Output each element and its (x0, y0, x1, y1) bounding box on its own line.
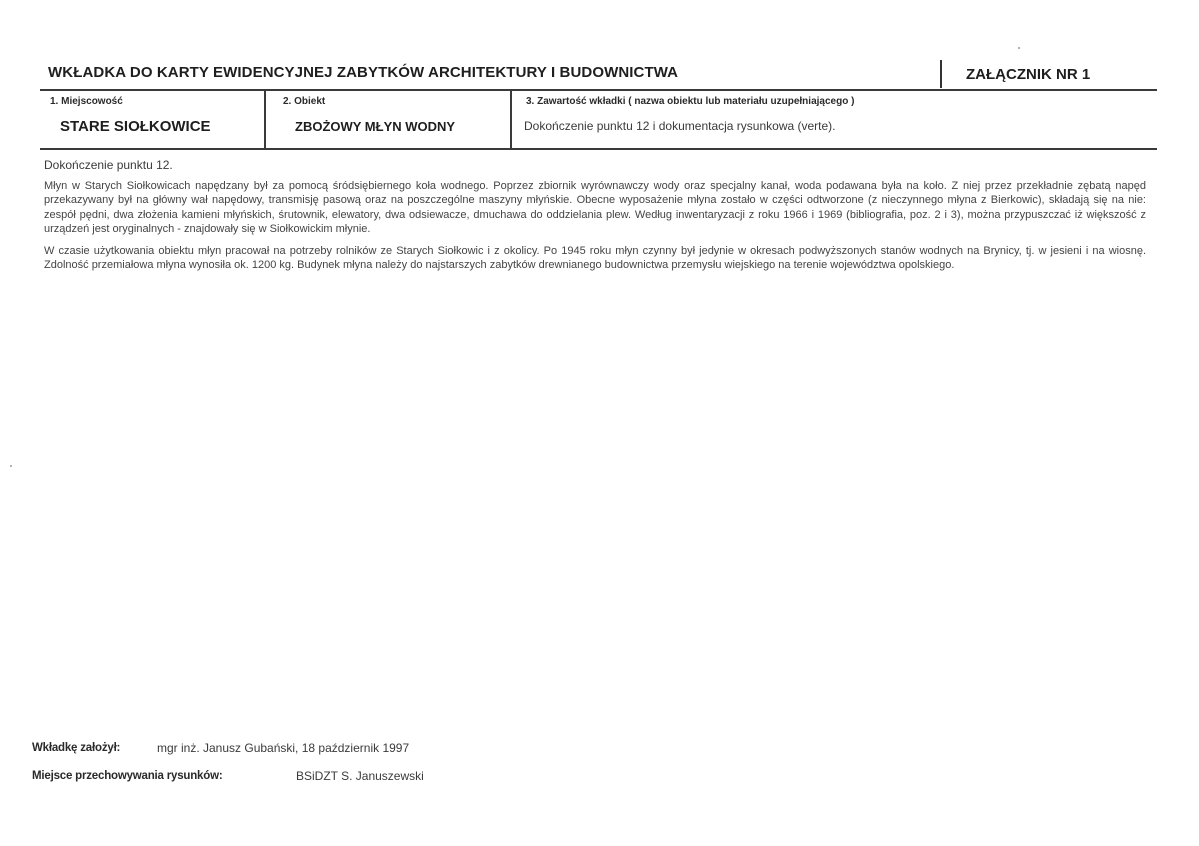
scan-speck (1018, 47, 1020, 49)
established-by-label: Wkładkę założył: (32, 742, 121, 754)
table-column-divider (264, 90, 266, 149)
table-bottom-rule (40, 148, 1157, 150)
annex-number: ZAŁĄCZNIK NR 1 (966, 66, 1091, 83)
locality-value: STARE SIOŁKOWICE (60, 118, 211, 135)
object-value: ZBOŻOWY MŁYN WODNY (295, 119, 456, 134)
table-top-rule (40, 89, 1157, 91)
object-label: 2. Obiekt (283, 96, 326, 107)
header-separator (940, 60, 942, 88)
paragraph: Młyn w Starych Siołkowicach napędzany był za pomocą śródsiębiernego koła wodnego. Poprzez zbiornik wyrównawczy wody oraz specjalny kanał, woda podawana była na koło. Z niej przez przekładnie zębatą napęd przekazywany był na główny wał napędowy, transmisję pasową oraz na poszczególne maszyny młyńskie. Obecne wyposażenie młyna zostało w części odtworzone (z nieczynnego młyna z Bierkowic), składają się na nie: zespół pędni, dwa złożenia kamieni młyńskich, śrutownik, elewatory, dwa odsiewacze, dmuchawa do oddzielania plew. Według inwentaryzacji z roku 1966 i 1969 (bibliografia, poz. 2 i 3), można przypuszczać iż większość z urządzeń jest oryginalnych - znajdowały się w Siołkowickim młynie. (44, 179, 1146, 235)
established-by-value: mgr inż. Janusz Gubański, 18 październik 1997 (157, 741, 410, 755)
scan-speck (10, 465, 12, 467)
drawings-storage-value: BSiDZT S. Januszewski (296, 769, 424, 783)
table-column-divider (510, 90, 512, 149)
contents-label: 3. Zawartość wkładki ( nazwa obiektu lub materiału uzupełniającego ) (526, 96, 855, 107)
contents-value: Dokończenie punktu 12 i dokumentacja rysunkowa (verte). (524, 119, 836, 133)
section-heading: Dokończenie punktu 12. (44, 158, 173, 172)
locality-label: 1. Miejscowość (50, 96, 123, 107)
paragraph: W czasie użytkowania obiektu młyn pracował na potrzeby rolników ze Starych Siołkowic i z okolicy. Po 1945 roku młyn czynny był jedynie w okresach podwyższonych stanów wodnych na Brynicy, tj. w jesieni i na wiosnę. Zdolność przemiałowa młyna wynosiła ok. 1200 kg. Budynek młyna należy do najstarszych zabytków drewnianego budownictwa przemysłu wiejskiego na terenie województwa opolskiego. (44, 244, 1146, 271)
drawings-storage-label: Miejsce przechowywania rysunków: (32, 770, 223, 782)
form-title: WKŁADKA DO KARTY EWIDENCYJNEJ ZABYTKÓW ARCHITEKTURY I BUDOWNICTWA (48, 64, 679, 81)
body-text (44, 158, 1146, 280)
